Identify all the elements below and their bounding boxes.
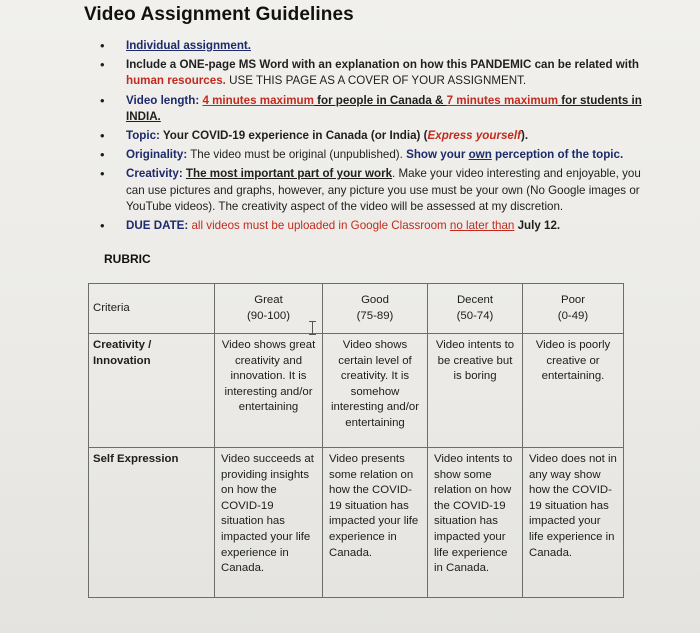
india-text: INDIA. — [126, 109, 161, 123]
topic-end-text: ). — [520, 129, 529, 143]
great-header — [215, 284, 323, 334]
originality-label: Originality: — [126, 148, 188, 162]
human-resources-text: human resources. — [126, 74, 226, 88]
decent-cell: Video intents to show some relation on how the COVID-19 situation has impacted your life experience in Canada. — [428, 448, 523, 598]
rubric-row-self-expression — [89, 448, 624, 598]
page-title: Video Assignment Guidelines — [84, 4, 354, 25]
bullet-originality — [100, 147, 660, 163]
guidelines-list — [100, 38, 660, 237]
bullet-dot: • — [100, 92, 105, 108]
perception-text: perception of the topic. — [491, 148, 624, 162]
poor-header-range: (0-49) — [557, 309, 589, 322]
most-important-text: The most important part of your work — [185, 167, 393, 181]
criteria-cell: Creativity / Innovation — [89, 334, 215, 448]
bullet-video-length — [100, 93, 660, 125]
poor-header — [523, 284, 624, 334]
bullet-creativity — [100, 166, 660, 215]
cover-page-text: USE THIS PAGE AS A COVER OF YOUR ASSIGNMENT. — [225, 74, 527, 88]
decent-header-range: (50-74) — [456, 309, 494, 322]
poor-cell: Video does not in any way show how the COVID-19 situation has impacted your life experience in Canada. — [523, 448, 624, 598]
creativity-label: Creativity: — [126, 167, 186, 181]
no-later-than-text: no later than — [449, 219, 515, 233]
great-header-range: (90-100) — [246, 309, 291, 322]
criteria-header-label: Criteria — [93, 301, 130, 314]
creativity-text: . Make your video interesting and enjoyable, you can use pictures and graphs, however, any picture you use must be your own (No Google images or YouTube videos). The creativity aspect of the video will be assessed at my discretion. — [126, 167, 641, 213]
bullet-dot: • — [100, 57, 105, 73]
show-your-text: Show your — [406, 148, 469, 162]
rubric-table — [88, 283, 624, 598]
rubric-row-creativity — [89, 334, 624, 448]
bullet-dot: • — [100, 38, 105, 53]
good-header-range: (75-89) — [356, 309, 394, 322]
topic-text: Your COVID-19 experience in Canada (or India) ( — [159, 129, 428, 143]
canada-max-text: 4 minutes maximum — [202, 93, 314, 107]
own-text: own — [468, 148, 492, 162]
due-date-text: all videos must be uploaded in Google Classroom — [188, 219, 450, 233]
bullet-dot: • — [100, 218, 105, 234]
rubric-title: RUBRIC — [104, 252, 151, 266]
bullet-dot: • — [100, 128, 105, 144]
good-cell: Video presents some relation on how the COVID-19 situation has impacted your life experience in Canada. — [323, 448, 428, 598]
bullet-topic — [100, 128, 660, 144]
express-yourself-text: Express yourself — [427, 129, 521, 143]
good-header — [323, 284, 428, 334]
decent-cell: Video intents to be creative but is boring — [428, 334, 523, 448]
due-date-label: DUE DATE: — [126, 219, 189, 233]
good-header-label: Good — [361, 293, 389, 306]
decent-header-label: Decent — [456, 293, 494, 306]
bullet-dot: • — [100, 166, 105, 182]
great-header-label: Great — [254, 293, 283, 306]
video-length-label: Video length: — [126, 93, 203, 107]
great-cell: Video shows great creativity and innovation. It is interesting and/or entertaining — [215, 334, 323, 448]
poor-header-label: Poor — [560, 293, 586, 306]
decent-header — [428, 284, 523, 334]
poor-cell: Video is poorly creative or entertaining. — [523, 334, 624, 448]
text-cursor-icon — [312, 321, 313, 335]
individual-assignment-text: Individual assignment. — [126, 39, 251, 52]
india-max-text: 7 minutes maximum — [446, 93, 559, 107]
good-cell: Video shows certain level of creativity. It is somehow interesting and/or entertaining — [323, 334, 428, 448]
rubric-header-row — [89, 284, 624, 334]
criteria-cell: Self Expression — [89, 448, 215, 598]
students-text: for students in — [558, 93, 642, 107]
topic-label: Topic: — [126, 129, 160, 143]
criteria-header — [89, 284, 215, 334]
great-cell: Video succeeds at providing insights on how the COVID-19 situation has impacted your life experience in Canada. — [215, 448, 323, 598]
people-canada-text: for people in Canada & — [313, 93, 447, 107]
bullet-dot: • — [100, 147, 105, 163]
originality-text: The video must be original (unpublished). — [187, 148, 407, 162]
bullet-individual — [100, 38, 660, 54]
bullet-ms-word — [100, 57, 660, 89]
ms-word-text: Include a ONE-page MS Word with an explanation on how this PANDEMIC can be related with — [126, 58, 639, 72]
due-date-value: July 12. — [514, 219, 561, 233]
bullet-due-date — [100, 218, 660, 234]
